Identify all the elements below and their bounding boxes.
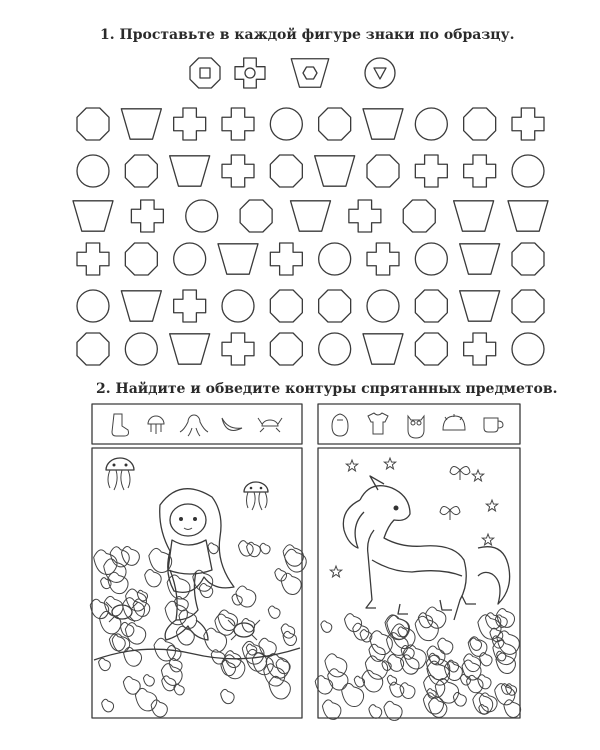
grid-trapezoid[interactable]	[363, 109, 403, 139]
grid-circle[interactable]	[77, 290, 109, 322]
stars-decoration	[330, 458, 497, 577]
right-scene-frame	[318, 448, 520, 718]
unicorn-scene	[315, 458, 520, 720]
grid-cross[interactable]	[464, 155, 496, 187]
grid-cross[interactable]	[174, 108, 206, 140]
grid-octagon[interactable]	[403, 200, 435, 232]
triangle-down-sign	[374, 68, 386, 79]
grid-trapezoid[interactable]	[170, 156, 210, 186]
grid-trapezoid[interactable]	[454, 201, 494, 231]
jellyfish-icon	[148, 416, 164, 434]
grid-cross[interactable]	[512, 108, 544, 140]
grid-octagon[interactable]	[270, 155, 302, 187]
shirt-icon	[368, 413, 388, 434]
grid-octagon[interactable]	[512, 290, 544, 322]
butterfly-illustration	[450, 466, 470, 480]
grid-trapezoid[interactable]	[460, 244, 500, 274]
grid-octagon[interactable]	[270, 290, 302, 322]
grid-octagon[interactable]	[270, 333, 302, 365]
grid-cross[interactable]	[222, 108, 254, 140]
grid-trapezoid[interactable]	[508, 201, 548, 231]
grid-trapezoid[interactable]	[121, 109, 161, 139]
circle-sign	[245, 68, 255, 78]
left-hidden-items	[112, 414, 282, 436]
grid-trapezoid[interactable]	[315, 156, 355, 186]
right-picture-panel	[315, 404, 520, 720]
grid-circle[interactable]	[174, 243, 206, 275]
sample-octagon[interactable]	[190, 58, 220, 88]
star-icon	[472, 470, 483, 481]
sample-trapezoid[interactable]	[291, 59, 329, 88]
grid-circle[interactable]	[512, 333, 544, 365]
butterfly-illustration-2	[440, 506, 460, 520]
grid-octagon[interactable]	[415, 290, 447, 322]
grid-circle[interactable]	[415, 243, 447, 275]
right-flowerbed-pattern	[315, 607, 520, 720]
grid-trapezoid[interactable]	[363, 334, 403, 364]
cup-icon	[484, 418, 503, 432]
grid-octagon[interactable]	[240, 200, 272, 232]
hedgehog-icon	[443, 414, 465, 430]
grid-cross[interactable]	[222, 155, 254, 187]
star-icon	[486, 500, 497, 511]
grid-octagon[interactable]	[319, 290, 351, 322]
jellyfish-illustration	[106, 458, 134, 490]
sample-circle[interactable]	[365, 58, 395, 88]
shapes-grid	[73, 108, 548, 365]
grid-trapezoid[interactable]	[73, 201, 113, 231]
grid-cross[interactable]	[349, 200, 381, 232]
star-icon	[384, 458, 395, 469]
left-picture-panel	[90, 404, 306, 718]
hexagon-sign	[303, 67, 317, 79]
star-icon	[482, 534, 493, 545]
task1-title: 1. Проставьте в каждой фигуре знаки по образцу.	[100, 27, 515, 43]
left-seabed-pattern	[90, 541, 306, 717]
grid-circle[interactable]	[77, 155, 109, 187]
grid-circle[interactable]	[125, 333, 157, 365]
grid-cross[interactable]	[131, 200, 163, 232]
crab-icon	[258, 418, 282, 432]
unicorn-mane	[343, 500, 364, 548]
octopus-icon	[180, 415, 208, 436]
grid-trapezoid[interactable]	[121, 291, 161, 321]
grid-circle[interactable]	[415, 108, 447, 140]
owl-icon	[408, 416, 424, 438]
grid-cross[interactable]	[270, 243, 302, 275]
mermaid-scene	[90, 458, 306, 717]
grid-trapezoid[interactable]	[460, 291, 500, 321]
left-hidden-items-box	[92, 404, 302, 444]
grid-trapezoid[interactable]	[218, 244, 258, 274]
sample-cross[interactable]	[235, 58, 265, 88]
grid-cross[interactable]	[77, 243, 109, 275]
grid-octagon[interactable]	[77, 333, 109, 365]
unicorn-illustration	[343, 476, 509, 620]
task2-title: 2. Найдите и обведите контуры спрятанных предметов.	[96, 381, 558, 397]
grid-octagon[interactable]	[319, 108, 351, 140]
grid-circle[interactable]	[186, 200, 218, 232]
grid-circle[interactable]	[222, 290, 254, 322]
banana-icon	[222, 418, 242, 430]
grid-trapezoid[interactable]	[291, 201, 331, 231]
grid-cross[interactable]	[174, 290, 206, 322]
penguin-icon	[332, 414, 348, 436]
grid-octagon[interactable]	[464, 108, 496, 140]
grid-octagon[interactable]	[415, 333, 447, 365]
grid-octagon[interactable]	[125, 155, 157, 187]
grid-cross[interactable]	[464, 333, 496, 365]
star-icon	[330, 566, 341, 577]
grid-cross[interactable]	[367, 243, 399, 275]
sample-figures-row	[190, 58, 395, 88]
grid-trapezoid[interactable]	[170, 334, 210, 364]
star-icon	[346, 460, 357, 471]
sock-icon	[112, 414, 129, 436]
square-sign	[200, 68, 210, 78]
grid-octagon[interactable]	[77, 108, 109, 140]
grid-circle[interactable]	[367, 290, 399, 322]
grid-circle[interactable]	[319, 243, 351, 275]
grid-octagon[interactable]	[125, 243, 157, 275]
grid-octagon[interactable]	[367, 155, 399, 187]
grid-octagon[interactable]	[512, 243, 544, 275]
right-hidden-items	[332, 413, 503, 438]
unicorn-tail	[478, 547, 510, 604]
jellyfish-illustration-2	[244, 482, 268, 510]
grid-circle[interactable]	[319, 333, 351, 365]
grid-circle[interactable]	[512, 155, 544, 187]
grid-cross[interactable]	[222, 333, 254, 365]
grid-cross[interactable]	[415, 155, 447, 187]
grid-circle[interactable]	[270, 108, 302, 140]
